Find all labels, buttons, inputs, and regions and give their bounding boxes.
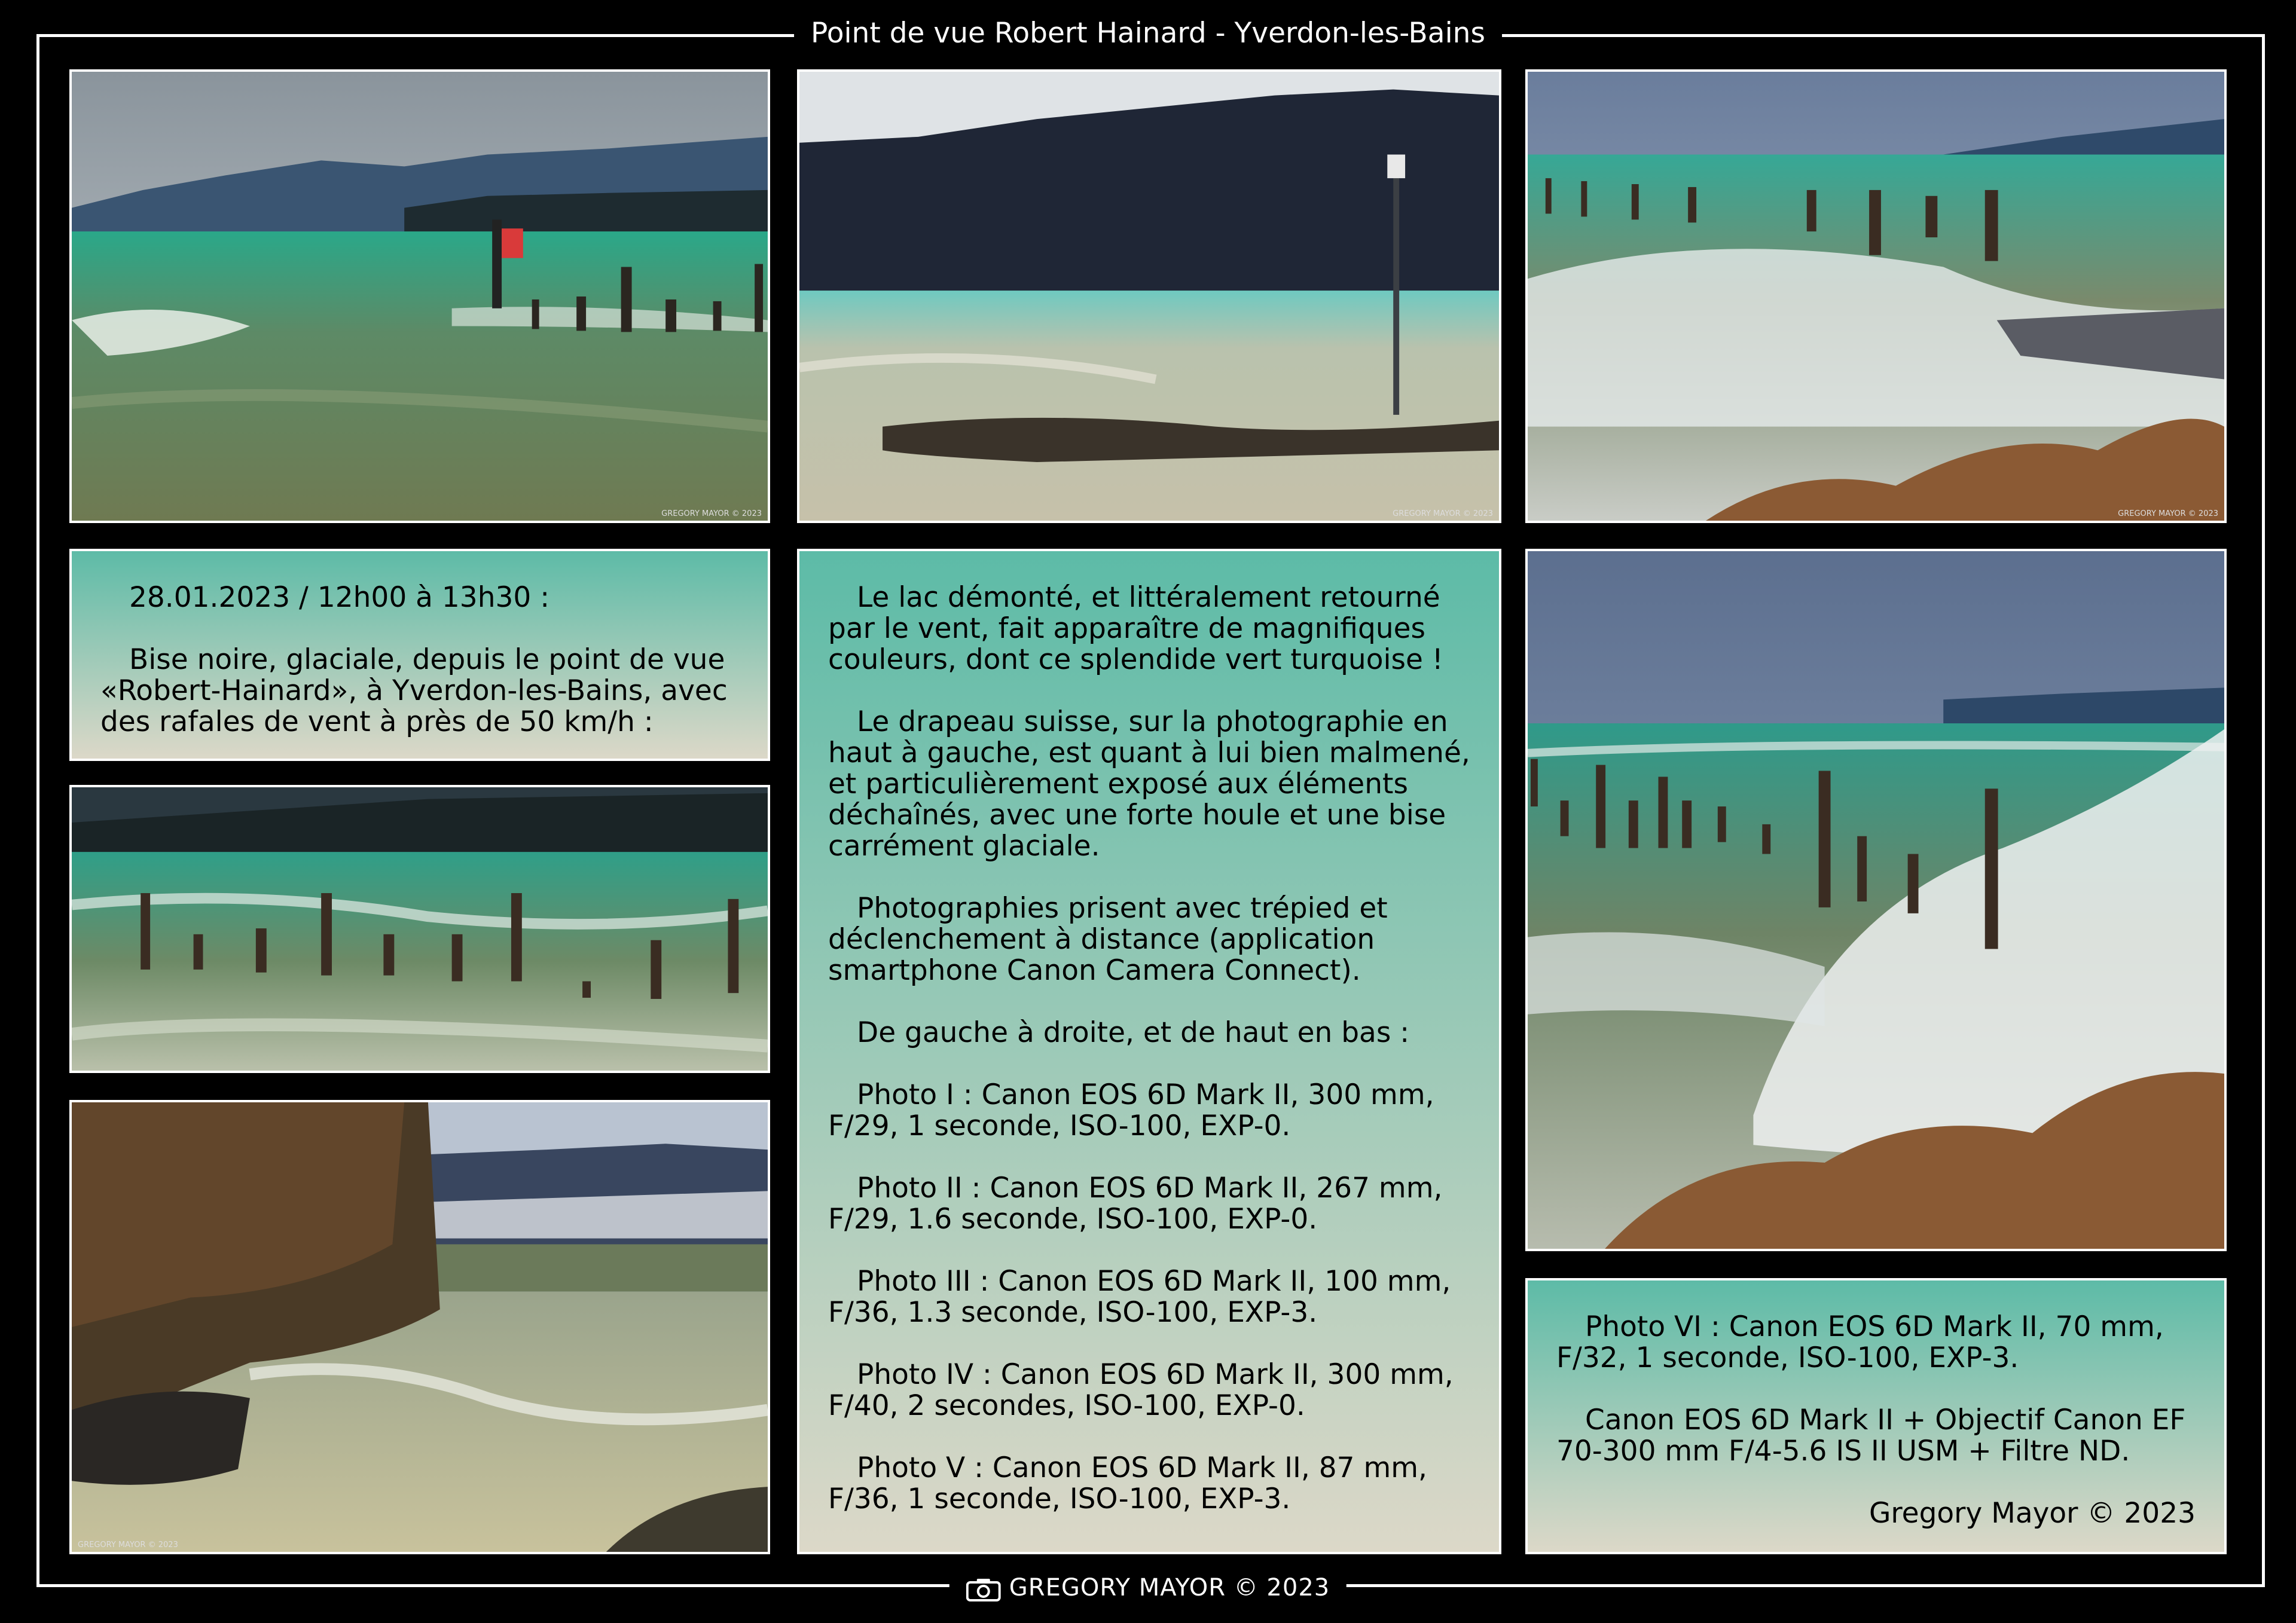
footer: [949, 1570, 1347, 1606]
photo-5-image: [72, 1102, 768, 1552]
photo-6-image: [1528, 551, 2224, 1249]
photo-5[interactable]: [69, 1100, 770, 1554]
photo-3-watermark: GREGORY MAYOR © 2023: [2118, 509, 2218, 518]
right-paragraph-1: Photo VI : Canon EOS 6D Mark II, 70 mm, F/32, 1 seconde, ISO-100, EXP-3.: [1556, 1310, 2164, 1374]
info-panel-left: [69, 549, 770, 761]
photo-3-image: [1528, 72, 2224, 521]
date-text: 28.01.2023 / 12h00 à 13h30 :: [129, 581, 550, 614]
photo-2-watermark: GREGORY MAYOR © 2023: [1393, 509, 1493, 518]
photo-3[interactable]: [1525, 69, 2227, 523]
photo-6[interactable]: [1525, 549, 2227, 1251]
info-panel-center: [797, 549, 1501, 1554]
center-paragraph-8: Photo IV : Canon EOS 6D Mark II, 300 mm, F/40, 2 secondes, ISO-100, EXP-0.: [828, 1358, 1454, 1422]
photo-2-image: [799, 72, 1499, 521]
photo-5-watermark: GREGORY MAYOR © 2023: [78, 1541, 178, 1549]
center-paragraph-1: Le lac démonté, et littéralement retourné par le vent, fait apparaître de magnifiques couleurs, dont ce splendide vert turquoise !: [828, 581, 1443, 676]
photo-4-image: [72, 787, 768, 1071]
photo-4[interactable]: [69, 785, 770, 1073]
center-paragraph-3: Photographies prisent avec trépied et déclenchement à distance (application smartphone Canon Camera Connect).: [828, 892, 1388, 987]
right-paragraph-2: Canon EOS 6D Mark II + Objectif Canon EF 70-300 mm F/4-5.6 IS II USM + Filtre ND.: [1556, 1404, 2186, 1468]
photo-1-watermark: GREGORY MAYOR © 2023: [661, 509, 762, 518]
center-paragraph-4: De gauche à droite, et de haut en bas :: [857, 1016, 1410, 1049]
center-paragraph-7: Photo III : Canon EOS 6D Mark II, 100 mm, F/36, 1.3 seconde, ISO-100, EXP-3.: [828, 1265, 1451, 1329]
center-paragraph-2: Le drapeau suisse, sur la photographie en haut à gauche, est quant à lui bien malmené, et particulièrement exposé aux éléments déchaînés, avec une forte houle et une bise carrément glaciale.: [828, 705, 1470, 863]
copyright-signature: Gregory Mayor © 2023: [1868, 1497, 2196, 1530]
photo-1[interactable]: [69, 69, 770, 523]
center-paragraph-6: Photo II : Canon EOS 6D Mark II, 267 mm, F/29, 1.6 seconde, ISO-100, EXP-0.: [828, 1172, 1443, 1236]
footer-copyright: GREGORY MAYOR © 2023: [1009, 1574, 1330, 1601]
info-panel-right: [1525, 1278, 2227, 1554]
intro-text: Bise noire, glaciale, depuis le point de vue «Robert-Hainard», à Yverdon-les-Bains, avec des rafales de vent à près de 50 km/h :: [100, 643, 728, 738]
photo-2[interactable]: [797, 69, 1501, 523]
camera-icon: [966, 1576, 1001, 1600]
page-title: Point de vue Robert Hainard - Yverdon-les-Bains: [794, 16, 1502, 51]
center-paragraph-5: Photo I : Canon EOS 6D Mark II, 300 mm, F/29, 1 seconde, ISO-100, EXP-0.: [828, 1078, 1434, 1142]
photo-1-image: [72, 72, 768, 521]
center-paragraph-9: Photo V : Canon EOS 6D Mark II, 87 mm, F/36, 1 seconde, ISO-100, EXP-3.: [828, 1451, 1427, 1515]
